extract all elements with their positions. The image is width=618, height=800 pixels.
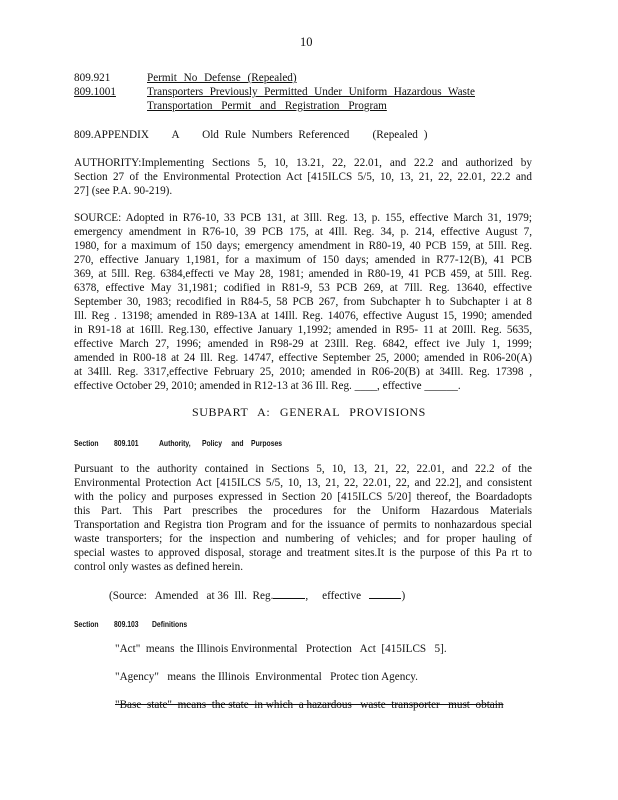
source-line: 270, effective January 1,1981, for a maximum of 150 days; amended in R77-12(B), 41 PCB	[74, 254, 532, 266]
toc-number: 809.921	[74, 72, 111, 84]
source-line: Ill. Reg . 13198; amended in R89-13A at 14Ill. Reg. 14076, effective August 15, 1990; amended	[74, 310, 532, 322]
definition-act: "Act" means the Illinois Environmental Protection Act [415ILCS 5].	[115, 643, 447, 655]
body-line: waste transporters; for the inspection and numbering of vehicles; and for proper hauling of	[74, 533, 532, 545]
toc-number: 809.1001	[74, 86, 116, 98]
section-number: 809.103	[114, 619, 139, 629]
source-note: (Source: Amended at 36 Ill. Reg. , effective )	[109, 590, 406, 602]
source-line: effective October 29, 2010; amended in R12-13 at 36 Ill. Reg. ____, effective ______.	[74, 380, 461, 392]
source-line: effective March 27, 1996; amended in R98-29 at 23Ill. Reg. 6842, effect ive July 1, 1999;	[74, 338, 532, 350]
source-line: emergency amendment in R76-10, 39 PCB 175, at 4Ill. Reg. 34, p. 214, effective August 7,	[74, 226, 532, 238]
source-note-suffix: )	[401, 590, 406, 602]
authority-line: 27] (see P.A. 90-219).	[74, 185, 173, 197]
source-line: amended in R00-18 at 24 Ill. Reg. 14747, effective September 25, 2000; amended in R06-20(A)	[74, 352, 532, 364]
source-note-prefix: (Source: Amended at 36 Ill. Reg.	[109, 590, 274, 602]
body-line: Pursuant to the authority contained in Sections 5, 10, 13, 21, 22, 22.01, and 22.2 of the	[74, 463, 532, 475]
body-line: this Part. This Part prescribes the procedures for the Uniform Hazardous Materials	[74, 505, 532, 517]
section-number: 809.101	[114, 438, 139, 448]
subpart-heading: SUBPART A: GENERAL PROVISIONS	[192, 405, 426, 419]
definition-base-state: "Base state" means the state in which a hazardous waste transporter must obtain	[115, 699, 504, 711]
source-line: at 34Ill. Reg. 3317,effective February 25, 2010; amended in R06-20(B) at 34Ill. Reg. 17398 ,	[74, 366, 532, 378]
authority-line: Section 27 of the Environmental Protection Act [415ILCS 5/5, 10, 13, 21, 22, 22.01, 22.2 and	[74, 171, 532, 183]
section-title: Authority, Policy and Purposes	[159, 438, 283, 448]
body-line: Transportation and Registra tion Program and for the issuance of permits to nonhazardous special	[74, 519, 532, 531]
source-line: in R91-18 at 16Ill. Reg.130, effective January 1,1992; amended in R95- 11 at 20Ill. Reg. 5635,	[74, 324, 532, 336]
source-line: SOURCE: Adopted in R76-10, 33 PCB 131, at 3Ill. Reg. 13, p. 155, effective March 31, 1979;	[74, 212, 532, 224]
source-line: 1980, for a maximum of 150 days; emergency amendment in R80-19, 40 PCB 159, at 5Ill. Reg.	[74, 240, 532, 252]
authority-line: AUTHORITY:Implementing Sections 5, 10, 13.21, 22, 22.01, and 22.2 and authorized by	[74, 157, 532, 169]
reg-blank	[273, 588, 305, 599]
source-line: September 30, 1983; recodified in R84-5, 58 PCB 267, from Subchapter h to Subchapter i at 8	[74, 296, 532, 308]
effective-blank	[369, 588, 401, 599]
toc-entry: Transporters Previously Permitted Under Uniform Hazardous Waste	[147, 86, 475, 98]
section-label: Section	[74, 619, 99, 629]
body-line: with the policy and purposes expressed in Section 20 [415ILCS 5/20] thereof, the Boardadopts	[74, 491, 532, 503]
toc-entry: Permit No Defense (Repealed)	[147, 72, 297, 84]
toc-entry: Transportation Permit and Registration Program	[147, 100, 387, 112]
source-line: 369, at 5Ill. Reg. 6384,effecti ve May 28, 1981; amended in R80-19, 41 PCB 459, at 5Ill. Reg.	[74, 268, 532, 280]
page-number: 10	[300, 35, 313, 49]
appendix-line: 809.APPENDIX A Old Rule Numbers Referenced (Repealed )	[74, 129, 428, 141]
definition-agency: "Agency" means the Illinois Environmental Protec tion Agency.	[115, 671, 418, 683]
body-line: special wastes to approved disposal, storage and treatment sites.It is the purpose of this Pa rt to	[74, 547, 532, 559]
section-title: Definitions	[152, 619, 188, 629]
source-note-effective: effective	[322, 590, 362, 602]
body-line: Environmental Protection Act [415ILCS 5/5, 10, 13, 21, 22, 22.01, 22, and 22.2], and consistent	[74, 477, 532, 489]
source-line: 6378, effective May 31,1981; codified in R81-9, 53 PCB 269, at 7Ill. Reg. 13640, effective	[74, 282, 532, 294]
body-line: control only wastes as defined herein.	[74, 561, 244, 573]
section-label: Section	[74, 438, 99, 448]
